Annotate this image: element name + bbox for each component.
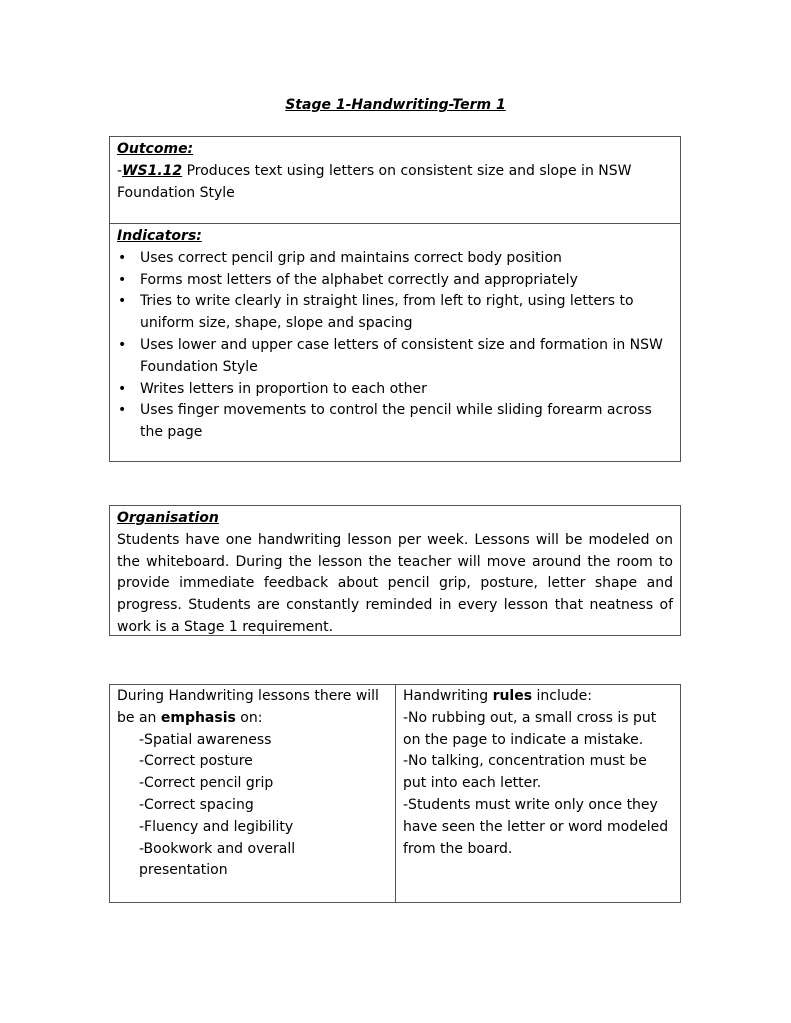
outcome-prefix: - <box>117 162 123 179</box>
emphasis-intro <box>117 686 388 730</box>
organisation-heading: Organisation <box>117 510 219 526</box>
rules-intro-end: include: <box>532 688 592 704</box>
organisation-cell <box>110 506 680 639</box>
organisation-text: Students have one handwriting lesson per week. Lessons will be modeled on the whiteboard. During the lesson the teacher will move around the room to provide immediate feedback about pencil grip, posture, letter shape and progress. Students are constantly reminded in every lesson that neatness of work is a Stage 1 requirement. <box>117 531 673 635</box>
list-item: -Bookwork and overall presentation <box>139 840 296 879</box>
list-item: • Forms most letters of the alphabet correctly and appropriately <box>117 270 673 292</box>
outcome-indicators-table <box>109 136 681 462</box>
list-item: -Correct posture <box>139 753 253 770</box>
list-item: -Fluency and legibility <box>139 818 294 835</box>
list-item: -Spatial awareness <box>139 731 272 748</box>
rules-column <box>396 685 680 902</box>
list-item: -Students must write only once they have seen the letter or word modeled from the board. <box>403 796 669 857</box>
emphasis-column <box>110 685 396 902</box>
list-item: • Uses correct pencil grip and maintains correct body position <box>117 248 673 270</box>
outcome-heading: Outcome: <box>117 141 194 157</box>
emphasis-rules-table <box>109 684 681 903</box>
list-item: -Correct spacing <box>139 796 254 813</box>
list-item: • Uses finger movements to control the pencil while sliding forearm across the page <box>117 400 673 444</box>
emphasis-intro-text: During Handwriting lessons there will be an <box>117 688 379 726</box>
indicators-cell <box>110 224 680 444</box>
emphasis-list <box>117 730 388 883</box>
list-item: -No talking, concentration must be put into each letter. <box>403 753 647 792</box>
indicators-heading: Indicators: <box>117 228 202 244</box>
rules-intro <box>403 686 673 708</box>
rules-intro-text: Handwriting <box>403 688 493 704</box>
outcome-cell <box>110 137 680 224</box>
emphasis-intro-end: on: <box>235 709 263 726</box>
list-item: • Uses lower and upper case letters of consistent size and formation in NSW Foundation Style <box>117 335 673 379</box>
list-item: • Writes letters in proportion to each other <box>117 379 673 401</box>
outcome-code: WS1.12 <box>122 162 183 179</box>
list-item: -Correct pencil grip <box>139 775 274 792</box>
emphasis-keyword: emphasis <box>160 709 236 726</box>
outcome-statement <box>117 161 673 205</box>
indicators-list <box>117 248 673 444</box>
organisation-table <box>109 505 681 636</box>
list-item: • Tries to write clearly in straight lines, from left to right, using letters to uniform size, shape, slope and spacing <box>117 291 673 335</box>
rules-keyword: rules <box>492 688 533 704</box>
list-item: -No rubbing out, a small cross is put on the page to indicate a mistake. <box>403 709 657 748</box>
page-title: Stage 1-Handwriting-Term 1 <box>285 97 506 113</box>
outcome-text: Produces text using letters on consistent size and slope in NSW Foundation Style <box>117 162 632 201</box>
